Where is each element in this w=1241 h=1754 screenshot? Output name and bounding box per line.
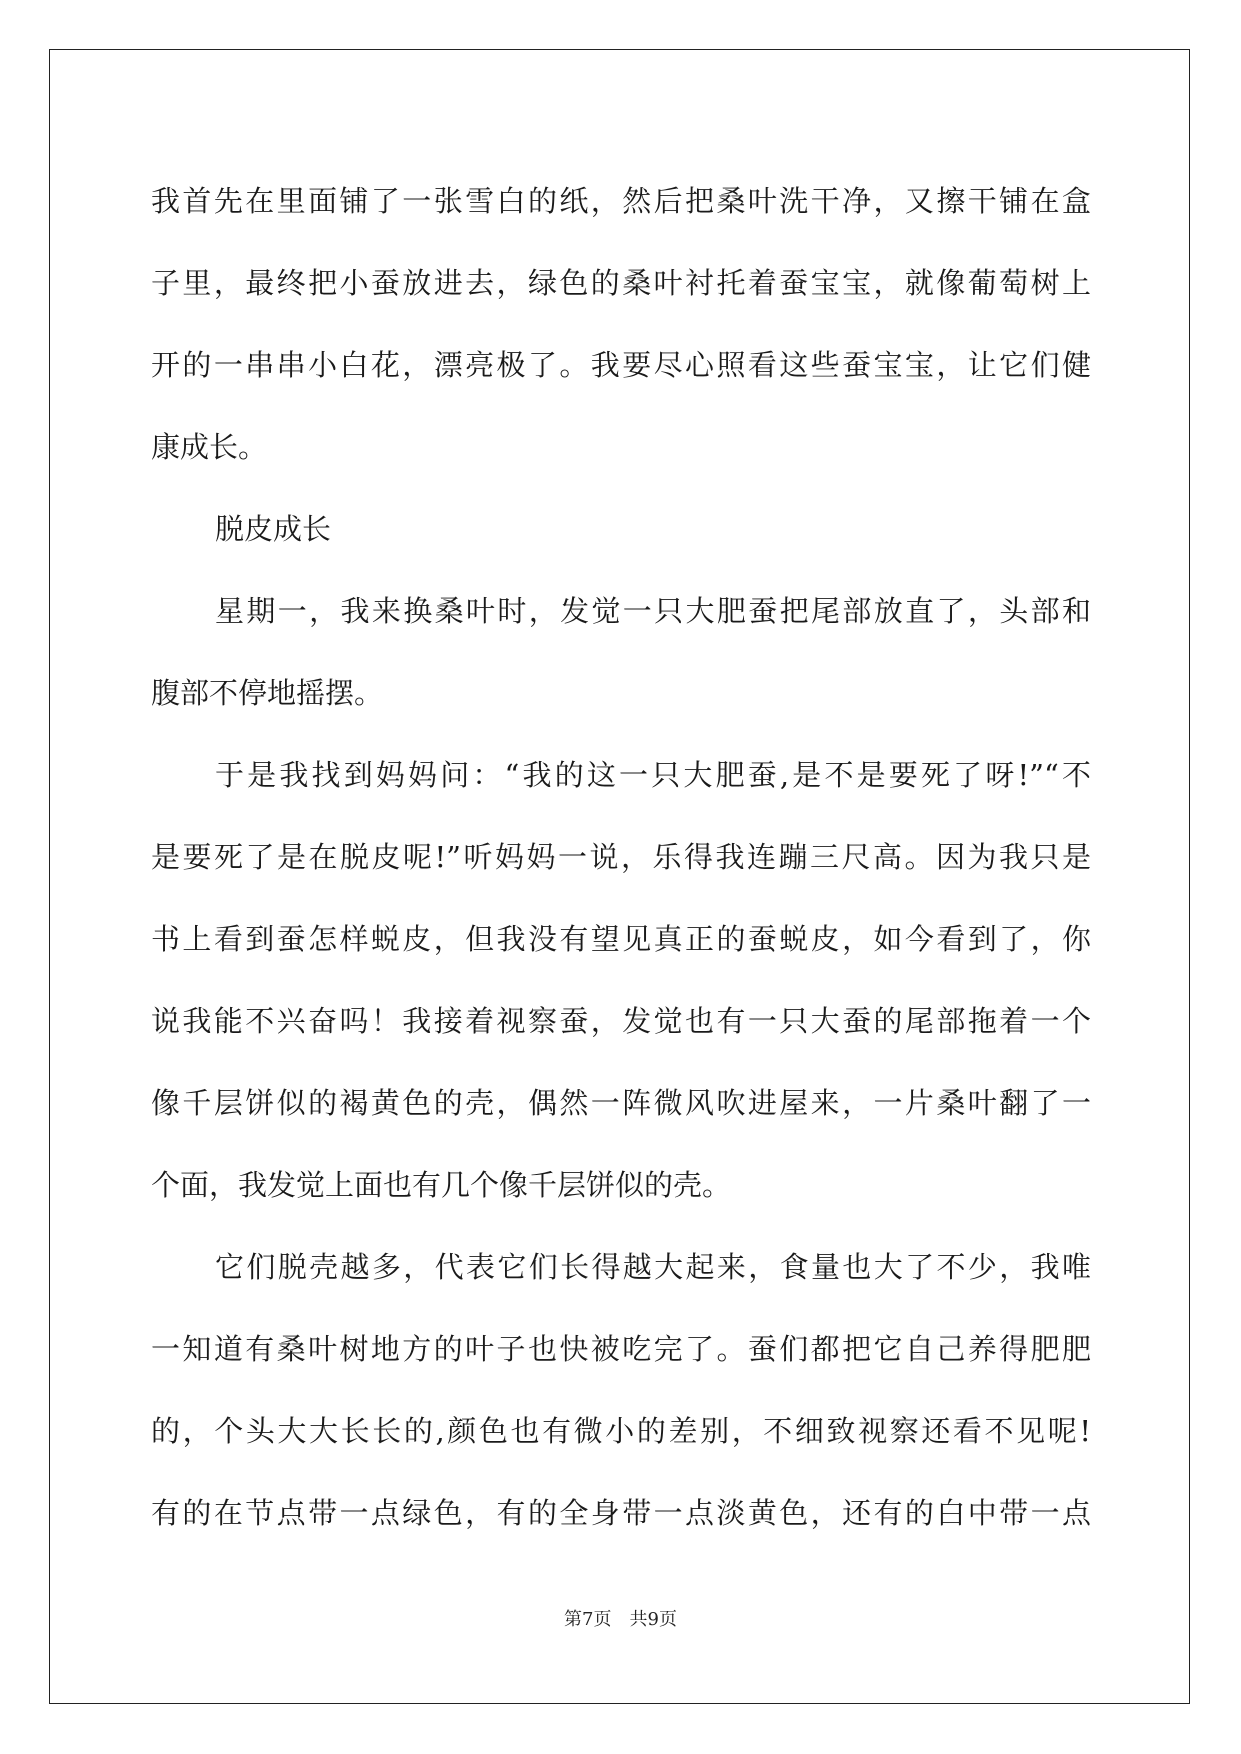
text-line: 像千层饼似的褐黄色的壳，偶然一阵微风吹进屋来，一片桑叶翻了一 — [151, 1086, 1091, 1120]
text-line: 一知道有桑叶树地方的叶子也快被吃完了。蚕们都把它自己养得肥肥 — [151, 1332, 1091, 1366]
document-body — [151, 160, 1091, 1554]
page-number-current: 第7页 — [564, 1609, 612, 1630]
text-line: 有的在节点带一点绿色，有的全身带一点淡黄色，还有的白中带一点 — [151, 1496, 1091, 1530]
text-line: 星期一，我来换桑叶时，发觉一只大肥蚕把尾部放直了，头部和 — [215, 594, 1091, 628]
text-line: 开的一串串小白花，漂亮极了。我要尽心照看这些蚕宝宝，让它们健 — [151, 348, 1091, 382]
text-line: 它们脱壳越多，代表它们长得越大起来，食量也大了不少，我唯 — [215, 1250, 1091, 1284]
text-line: 说我能不兴奋吗！我接着视察蚕，发觉也有一只大蚕的尾部拖着一个 — [151, 1004, 1091, 1038]
text-line: 于是我找到妈妈问：“我的这一只大肥蚕,是不是要死了呀!”“不 — [215, 758, 1091, 792]
text-line: 是要死了是在脱皮呢!”听妈妈一说，乐得我连蹦三尺高。因为我只是 — [151, 840, 1091, 874]
page-footer — [0, 1605, 1241, 1631]
text-line: 康成长。 — [151, 430, 268, 464]
text-line: 的，个头大大长长的,颜色也有微小的差别，不细致视察还看不见呢! — [151, 1414, 1091, 1448]
page-number-total: 共9页 — [629, 1609, 677, 1630]
text-line: 子里，最终把小蚕放进去，绿色的桑叶衬托着蚕宝宝，就像葡萄树上 — [151, 266, 1091, 300]
text-line: 我首先在里面铺了一张雪白的纸，然后把桑叶洗干净，又擦干铺在盒 — [151, 184, 1091, 218]
text-line: 书上看到蚕怎样蜕皮，但我没有望见真正的蚕蜕皮，如今看到了，你 — [151, 922, 1091, 956]
text-line: 脱皮成长 — [215, 512, 332, 546]
text-line: 腹部不停地摇摆。 — [151, 676, 384, 710]
text-line: 个面，我发觉上面也有几个像千层饼似的壳。 — [151, 1168, 732, 1202]
